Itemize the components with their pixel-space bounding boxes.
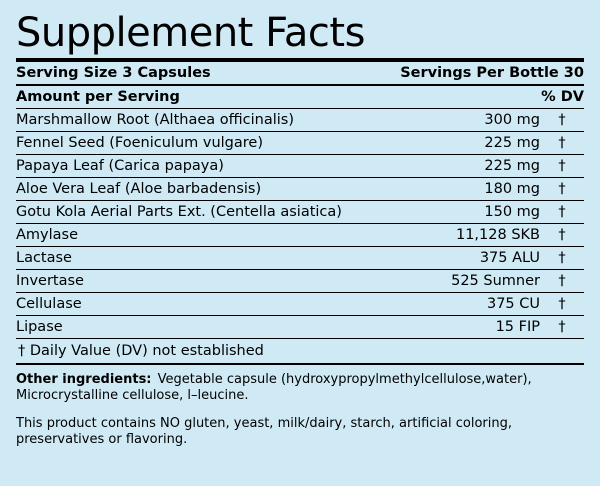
dv-footnote: † Daily Value (DV) not established <box>18 343 264 359</box>
nutrient-name: Marshmallow Root (Althaea officinalis) <box>16 109 428 132</box>
nutrient-amount: 525 Sumner <box>428 270 540 293</box>
nutrient-amount: 300 mg <box>428 109 540 132</box>
amount-per-serving-row <box>16 86 584 108</box>
nutrients-table <box>16 108 584 339</box>
nutrient-amount: 225 mg <box>428 132 540 155</box>
nutrient-name: Invertase <box>16 270 428 293</box>
nutrient-dv: † <box>540 155 584 178</box>
nutrient-amount: 150 mg <box>428 201 540 224</box>
table-row <box>16 247 584 270</box>
amount-per-serving-label: Amount per Serving <box>16 89 180 105</box>
nutrient-amount: 225 mg <box>428 155 540 178</box>
table-row <box>16 201 584 224</box>
nutrient-amount: 15 FIP <box>428 316 540 339</box>
nutrient-name: Fennel Seed (Foeniculum vulgare) <box>16 132 428 155</box>
other-ingredients-label: Other ingredients: <box>16 372 152 387</box>
other-ingredients-block <box>16 365 584 404</box>
serving-size-label: Serving Size 3 Capsules <box>16 65 211 81</box>
nutrient-amount: 11,128 SKB <box>428 224 540 247</box>
table-row <box>16 224 584 247</box>
nutrient-dv: † <box>540 270 584 293</box>
table-row <box>16 109 584 132</box>
nutrient-dv: † <box>540 109 584 132</box>
nutrient-amount: 375 CU <box>428 293 540 316</box>
nutrient-dv: † <box>540 201 584 224</box>
nutrient-dv: † <box>540 224 584 247</box>
nutrient-name: Gotu Kola Aerial Parts Ext. (Centella asiatica) <box>16 201 428 224</box>
nutrient-dv: † <box>540 132 584 155</box>
nutrient-name: Papaya Leaf (Carica papaya) <box>16 155 428 178</box>
table-row <box>16 316 584 339</box>
dv-header: % DV <box>541 89 584 105</box>
nutrient-name: Lactase <box>16 247 428 270</box>
free-from-note: This product contains NO gluten, yeast, milk/dairy, starch, artificial coloring, preservatives or flavoring. <box>16 416 512 447</box>
nutrient-amount: 375 ALU <box>428 247 540 270</box>
table-row <box>16 155 584 178</box>
nutrient-name: Lipase <box>16 316 428 339</box>
nutrient-name: Aloe Vera Leaf (Aloe barbadensis) <box>16 178 428 201</box>
nutrient-name: Cellulase <box>16 293 428 316</box>
table-row <box>16 270 584 293</box>
nutrient-dv: † <box>540 293 584 316</box>
nutrient-dv: † <box>540 247 584 270</box>
nutrients-table-body <box>16 109 584 339</box>
serving-info-row <box>16 62 584 84</box>
other-ingredients-text: Vegetable capsule (hydroxypropylmethylcellulose,water), Microcrystalline cellulose, l–leucine. <box>16 372 532 403</box>
table-row <box>16 293 584 316</box>
table-row <box>16 178 584 201</box>
nutrient-dv: † <box>540 178 584 201</box>
nutrient-amount: 180 mg <box>428 178 540 201</box>
nutrient-dv: † <box>540 316 584 339</box>
nutrient-name: Amylase <box>16 224 428 247</box>
servings-per-bottle-label: Servings Per Bottle 30 <box>400 65 584 81</box>
table-row <box>16 132 584 155</box>
page-title: Supplement Facts <box>16 10 365 56</box>
